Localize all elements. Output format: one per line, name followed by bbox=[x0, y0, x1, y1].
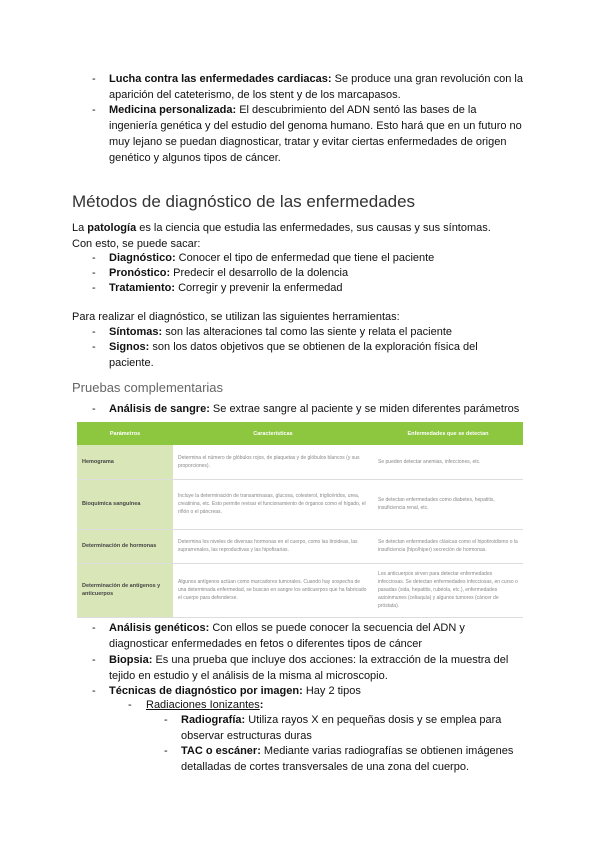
table-cell: Los anticuerpos sirven para detectar enfermedades infecciosas. Se detectan enfermedades infecciosas, en curso o pasadas (sida, hepatitis, rubéola, etc.), enfermedades autoinmunes (celiaquía) y algunos tumores (cáncer de próstata). bbox=[373, 563, 523, 617]
table-cell: Se detectan enfermedades como diabetes, hepatitis, insuficiencia renal, etc. bbox=[373, 479, 523, 529]
bullet-dash: - bbox=[92, 685, 96, 697]
bullet-dash: - bbox=[92, 104, 96, 116]
table-header: Enfermedades que se detectan bbox=[373, 422, 523, 445]
item-signos: Signos: son los datos objetivos que se obtienen de la exploración física del paciente. bbox=[109, 341, 478, 369]
bullet-dash: - bbox=[164, 745, 168, 757]
bullet-dash: - bbox=[92, 341, 96, 353]
item-radiaciones: Radiaciones Ionizantes: bbox=[146, 699, 264, 711]
table-cell: Se detectan enfermedades clásicas como el hipotiroidismo o la insuficiencia (hipo/hiper) secreción de hormonas. bbox=[373, 529, 523, 563]
blood-test-table bbox=[77, 422, 523, 618]
table-header: Parámetros bbox=[77, 422, 173, 445]
table-cell: Incluye la determinación de transaminasas, glucosa, colesterol, triglicéridos, urea, creatinina, etc. Esto permite revisar el funcionamiento de órganos como el hígado, el riñón o el páncreas. bbox=[173, 479, 373, 529]
item-imagen: Técnicas de diagnóstico por imagen: Hay 2 tipos bbox=[109, 685, 361, 697]
item-diagnostico: Diagnóstico: Conocer el tipo de enfermedad que tiene el paciente bbox=[109, 252, 435, 264]
table-row bbox=[77, 563, 523, 617]
item-geneticos: Análisis genéticos: Con ellos se puede conocer la secuencia del ADN y diagnosticar enfermedades en fetos o diferentes tipos de cáncer bbox=[109, 622, 465, 650]
table-row bbox=[77, 479, 523, 529]
table-cell: Determinación de antígenos y anticuerpos bbox=[77, 563, 173, 617]
item-biopsia: Biopsia: Es una prueba que incluye dos acciones: la extracción de la muestra del tejido en estudio y el análisis de la misma al microscopio. bbox=[109, 654, 509, 682]
section-title: Métodos de diagnóstico de las enfermedades bbox=[72, 192, 416, 211]
subsection-title: Pruebas complementarias bbox=[72, 380, 224, 395]
table-header-row bbox=[77, 422, 523, 445]
herramientas-intro: Para realizar el diagnóstico, se utilizan las siguientes herramientas: bbox=[72, 311, 400, 323]
bullet-dash: - bbox=[92, 267, 96, 279]
bullet-medicina: Medicina personalizada: El descubrimiento del ADN sentó las bases de la ingeniería genética y del estudio del genoma humano. Esto hará que en un futuro no muy lejano se puedan diagnosticar, tratar y evitar ciertas enfermedades de origen genético y algunos tipos de cáncer. bbox=[109, 104, 522, 164]
bullet-dash: - bbox=[92, 326, 96, 338]
item-tratamiento: Tratamiento: Corregir y prevenir la enfermedad bbox=[109, 282, 343, 294]
table-cell: Determina los niveles de diversas hormonas en el cuerpo, como las tiroideas, las suprarrenales, las reproductivas y las hipofisarias. bbox=[173, 529, 373, 563]
table-cell: Se pueden detectar anemias, infecciones, etc. bbox=[373, 445, 523, 479]
item-radiografia: Radiografía: Utiliza rayos X en pequeñas dosis y se emplea para observar estructuras duras bbox=[181, 714, 502, 742]
item-sangre: Análisis de sangre: Se extrae sangre al paciente y se miden diferentes parámetros bbox=[109, 403, 520, 415]
bullet-dash: - bbox=[92, 73, 96, 85]
table-cell: Bioquímica sanguínea bbox=[77, 479, 173, 529]
table-cell: Algunos antígenos actúan como marcadores tumorales. Cuando hay sospecha de una determinada enfermedad, se buscan en sangre los anticuerpos que ha fabricado el cuerpo para defenderse. bbox=[173, 563, 373, 617]
bullet-dash: - bbox=[92, 403, 96, 415]
table-row bbox=[77, 529, 523, 563]
table-cell: Determinación de hormonas bbox=[77, 529, 173, 563]
patologia-paragraph: La patología es la ciencia que estudia las enfermedades, sus causas y sus síntomas. Con esto, se puede sacar: bbox=[72, 222, 491, 250]
bullet-dash: - bbox=[164, 714, 168, 726]
bullet-dash: - bbox=[128, 699, 132, 711]
item-pronostico: Pronóstico: Predecir el desarrollo de la dolencia bbox=[109, 267, 349, 279]
bullet-dash: - bbox=[92, 282, 96, 294]
bullet-dash: - bbox=[92, 654, 96, 666]
item-tac: TAC o escáner: Mediante varias radiografías se obtienen imágenes detalladas de cortes transversales de una zona del cuerpo. bbox=[181, 745, 514, 773]
table-cell: Hemograma bbox=[77, 445, 173, 479]
table-cell: Determina el número de glóbulos rojos, de plaquetas y de glóbulos blancos (y sus proporciones). bbox=[173, 445, 373, 479]
table-header: Características bbox=[173, 422, 373, 445]
table-row bbox=[77, 445, 523, 479]
bullet-dash: - bbox=[92, 622, 96, 634]
bullet-dash: - bbox=[92, 252, 96, 264]
bullet-cardiacas: Lucha contra las enfermedades cardiacas: Se produce una gran revolución con la aparición del cateterismo, de los stent y de los marcapasos. bbox=[109, 73, 523, 101]
item-sintomas: Síntomas: son las alteraciones tal como las siente y relata el paciente bbox=[109, 326, 453, 338]
